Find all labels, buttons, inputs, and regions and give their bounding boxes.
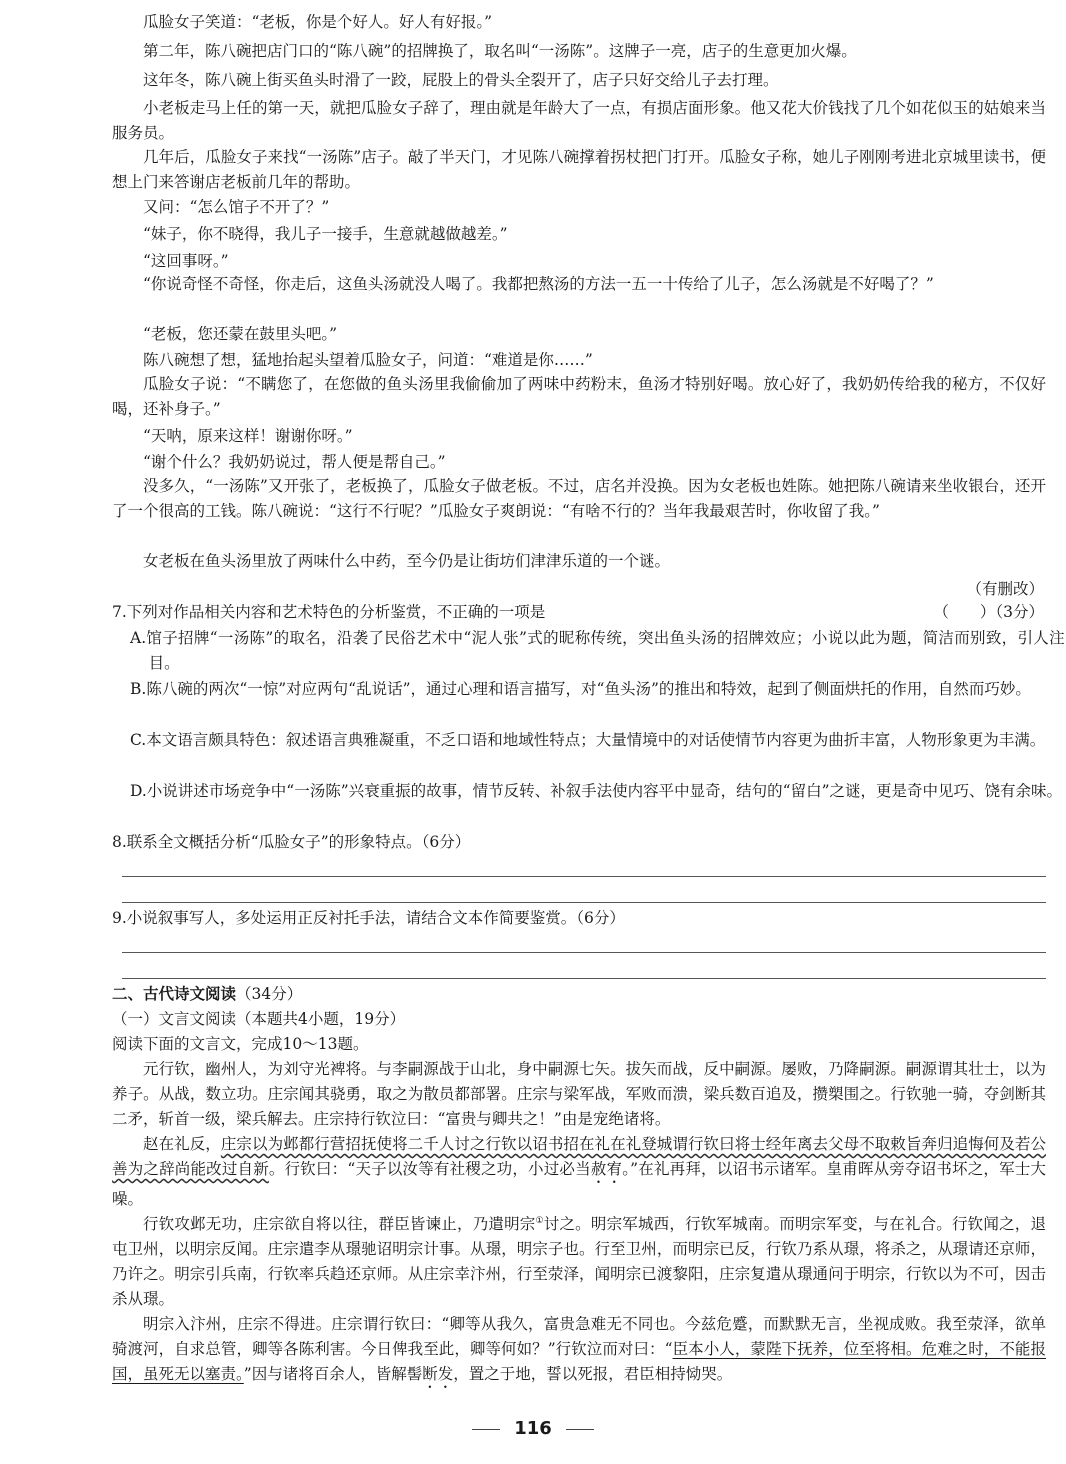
- text-span: 明宗入汴州，庄宗不得进。庄宗谓行钦曰：“卿等从我久，富贵急难无不同也。今兹危蹙，而默默无言，坐视成败。我至荥泽，欲单骑渡河，自求总管，卿等各陈利害。今日俾我至此，卿等何如？”行钦泣而对曰：“: [112, 1315, 1046, 1358]
- story-paragraph: 女老板在鱼头汤里放了两味什么中药，至今仍是让街坊们津津乐道的一个谜。: [143, 552, 671, 570]
- question-7-stem: 7.下列对作品相关内容和艺术特色的分析鉴赏，不正确的一项是: [112, 603, 546, 621]
- text-span: 讨之。明宗军城西，行钦军城南。而明宗军变，与在礼合。行钦闻之，退屯卫州，以明宗反闻。庄宗遣李从璟驰诏明宗计事。从璟，明宗子也。行至卫州，而明宗已反，行钦乃系从璟，将杀之，从璟请还京师，乃许之。明宗引兵南，行钦率兵趋还京师。从庄宗幸汴州，行至荥泽，闻明宗已渡黎阳，庄宗复遣从璟通问于明宗，行钦以为不可，因击杀从璟。: [112, 1215, 1046, 1309]
- text-span: 赵在礼反，: [143, 1135, 221, 1153]
- section-heading: [112, 982, 302, 1007]
- story-paragraph: “你说奇怪不奇怪，你走后，这鱼头汤就没人喝了。我都把熬汤的方法一五一十传给了儿子，怎么汤就是不好喝了？”: [143, 275, 934, 293]
- text-span: 。行钦曰：“天子以汝等有社稷之功，小过必当: [268, 1160, 591, 1178]
- classical-paragraph: [112, 1132, 1046, 1212]
- dotted-term: 赦宥: [590, 1160, 623, 1178]
- story-paragraph: “妹子，你不晓得，我儿子一接手，生意就越做越差。”: [143, 225, 508, 243]
- section-score: （34分）: [236, 985, 303, 1003]
- question-7-answer-blank: （ ）（3分）: [933, 603, 1044, 621]
- text-span: ，置之于地，誓以死报，君臣相持恸哭。: [453, 1365, 733, 1383]
- question-7-option-d: D.小说讲述市场竞争中“一汤陈”兴衰重振的故事，情节反转、补叙手法使内容平中显奇，结句的“留白”之谜，更是奇中见巧、饶有余味。: [130, 782, 1063, 800]
- underlined-sentence: 臣本小人，蒙陛下抚养，位至将相。危难之时，不能报国，虽死无以塞责。: [112, 1340, 1046, 1383]
- question-7-option-a: A.馆子招牌“一汤陈”的取名，沿袭了民俗艺术中“泥人张”式的昵称传统，突出鱼头汤的招牌效应；小说以此为题，简洁而别致，引人注目。: [130, 629, 1065, 672]
- answer-line: [122, 902, 1046, 903]
- section-title: 二、古代诗文阅读: [112, 985, 237, 1003]
- story-paragraph: 几年后，瓜脸女子来找“一汤陈”店子。敲了半天门，才见陈八碗撑着拐杖把门打开。瓜脸女子称，她儿子刚刚考进北京城里读书，便想上门来答谢店老板前几年的帮助。: [112, 148, 1046, 191]
- story-paragraph: 没多久，“一汤陈”又开张了，老板换了，瓜脸女子做老板。不过，店名并没换。因为女老板也姓陈。她把陈八碗请来坐收银台，还开了一个很高的工钱。陈八碗说：“这行不行呢？”瓜脸女子爽朗说：“有啥不行的？当年我最艰苦时，你收留了我。”: [112, 477, 1046, 520]
- subsection-heading: （一）文言文阅读（本题共4小题，19分）: [112, 1010, 406, 1028]
- reading-instruction: 阅读下面的文言文，完成10～13题。: [112, 1035, 369, 1053]
- divider: [472, 1429, 500, 1430]
- story-paragraph: “谢个什么？我奶奶说过，帮人便是帮自己。”: [143, 453, 446, 471]
- page-number: [0, 1418, 1066, 1439]
- question-9: 9.小说叙事写人，多处运用正反衬托手法，请结合文本作简要鉴赏。（6分）: [112, 909, 625, 927]
- classical-paragraph: 元行钦，幽州人，为刘守光裨将。与李嗣源战于山北，身中嗣源七矢。拔矢而战，反中嗣源。屡败，乃降嗣源。嗣源谓其壮士，以为养子。从战，数立功。庄宗闻其骁勇，取之为散员都部署。庄宗与梁军战，军败而溃，梁兵数百追及，攒槊围之。行钦驰一骑，夺剑断其二矛，斩首一级，梁兵解去。庄宗持行钦泣曰：“富贵与卿共之！”由是宠绝诸将。: [112, 1060, 1046, 1128]
- dotted-term: 断发: [422, 1365, 454, 1383]
- page-number-value: 116: [514, 1418, 552, 1439]
- source-credit: （有删改）: [966, 580, 1044, 598]
- wavy-underlined-passage: 庄宗以为邺都行营招抚使将二千人讨之行钦以诏书招在礼在礼登城谓行钦曰将士经年离去父母不取敕旨奔归追悔何及若公善为之辞尚能改过自新: [112, 1135, 1046, 1178]
- answer-line: [122, 876, 1046, 877]
- story-paragraph: 陈八碗想了想，猛地抬起头望着瓜脸女子，问道：“难道是你……”: [143, 351, 593, 369]
- text-span: 。”在礼再拜，以诏书示诸军。皇甫晖从旁夺诏书坏之，军士大噪。: [112, 1160, 1046, 1208]
- text-span: ”因与诸将百余人，皆解髻: [243, 1365, 423, 1383]
- answer-line: [122, 952, 1046, 953]
- classical-paragraph: [112, 1312, 1046, 1392]
- story-paragraph: “老板，您还蒙在鼓里头吧。”: [143, 325, 338, 343]
- story-paragraph: “这回事呀。”: [143, 252, 229, 270]
- story-paragraph: 这年冬，陈八碗上街买鱼头时滑了一跤，屁股上的骨头全裂开了，店子只好交给儿子去打理。: [143, 71, 779, 89]
- question-7-option-b: B.陈八碗的两次“一惊”对应两句“乱说话”，通过心理和语言描写，对“鱼头汤”的推出和特效，起到了侧面烘托的作用，自然而巧妙。: [130, 680, 1031, 698]
- question-8: 8.联系全文概括分析“瓜脸女子”的形象特点。（6分）: [112, 833, 471, 851]
- story-paragraph: 瓜脸女子说：“不瞒您了，在您做的鱼头汤里我偷偷加了两味中药粉末，鱼汤才特别好喝。放心好了，我奶奶传给我的秘方，不仅好喝，还补身子。”: [112, 375, 1046, 418]
- footnote-marker: ①: [535, 1216, 544, 1226]
- story-paragraph: 瓜脸女子笑道：“老板，你是个好人。好人有好报。”: [143, 13, 493, 31]
- classical-paragraph: [112, 1209, 1046, 1312]
- story-paragraph: “天呐，原来这样！谢谢你呀。”: [143, 427, 353, 445]
- story-paragraph: 又问：“怎么馆子不开了？”: [143, 198, 330, 216]
- question-7-option-c: C.本文语言颇具特色：叙述语言典雅凝重，不乏口语和地域性特点；大量情境中的对话使情节内容更为曲折丰富，人物形象更为丰满。: [130, 731, 1046, 749]
- answer-line: [122, 978, 1046, 979]
- story-paragraph: 小老板走马上任的第一天，就把瓜脸女子辞了，理由就是年龄大了一点，有损店面形象。他又花大价钱找了几个如花似玉的姑娘来当服务员。: [112, 99, 1046, 142]
- divider: [566, 1429, 594, 1430]
- story-paragraph: 第二年，陈八碗把店门口的“陈八碗”的招牌换了，取名叫“一汤陈”。这牌子一亮，店子的生意更加火爆。: [143, 42, 857, 60]
- text-span: 行钦攻邺无功，庄宗欲自将以往，群臣皆谏止，乃遣明宗: [143, 1215, 536, 1234]
